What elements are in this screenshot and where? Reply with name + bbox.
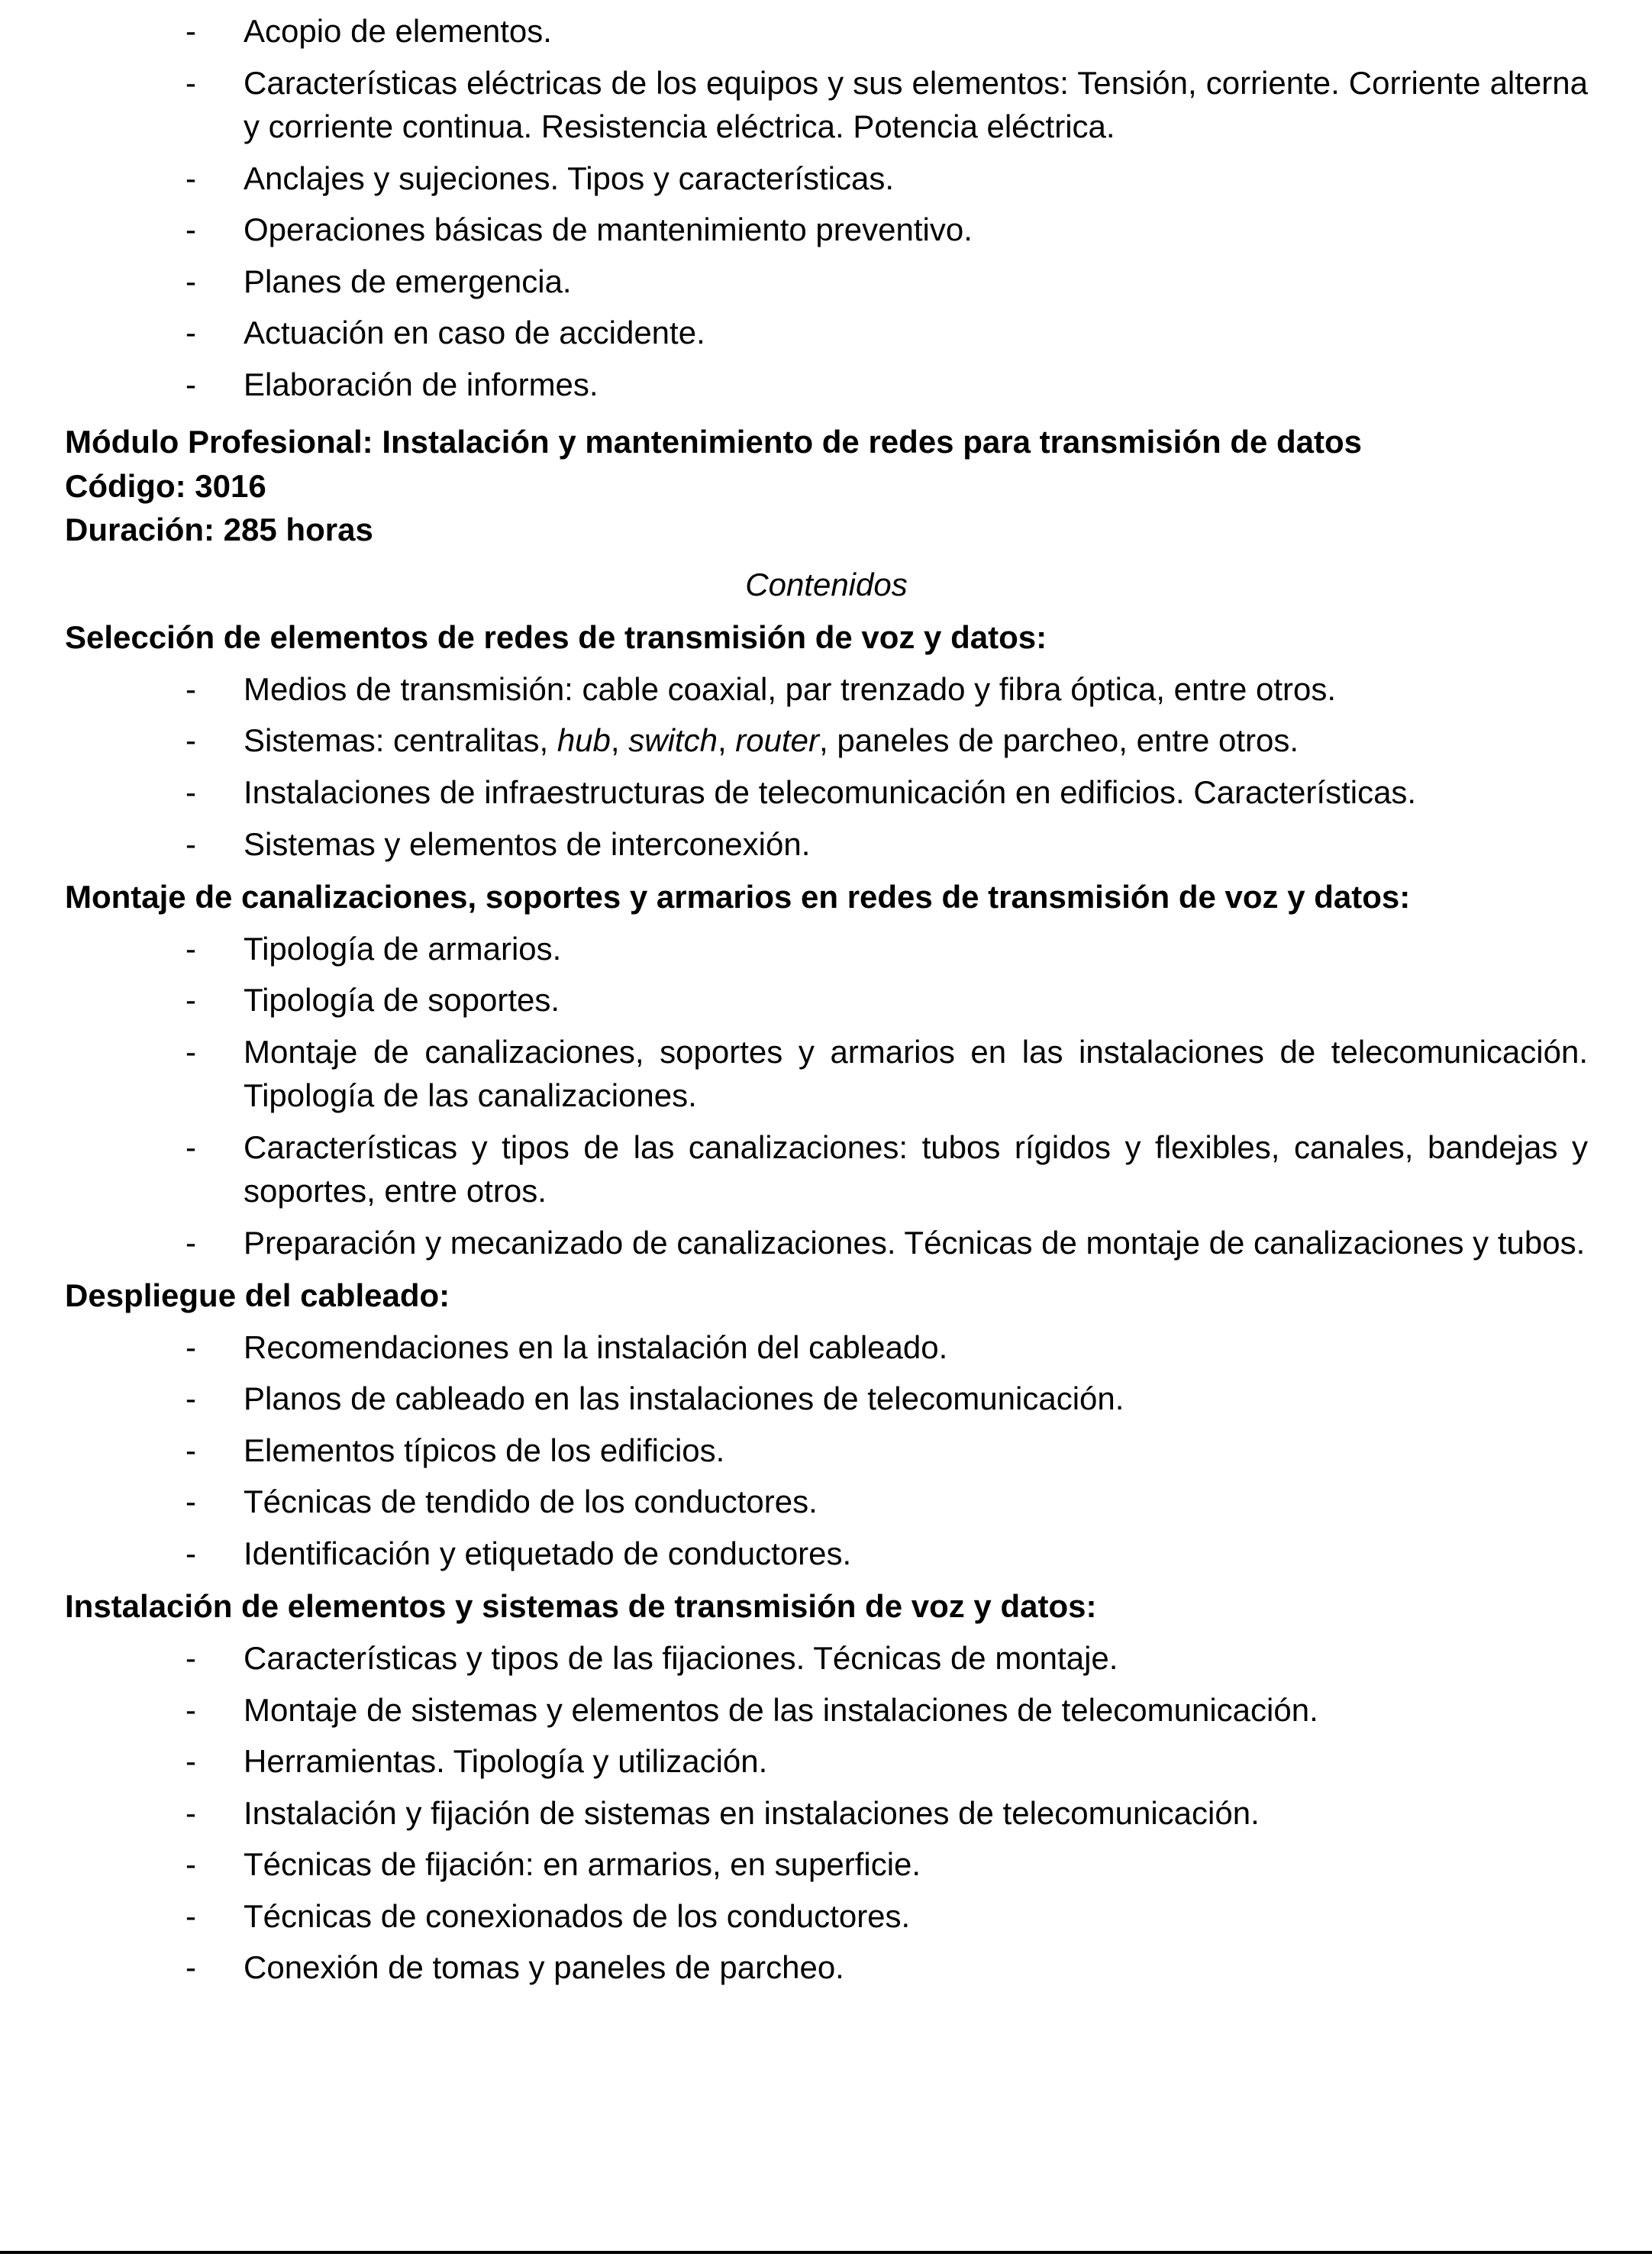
bullet-dash: - [186, 1794, 196, 1831]
list-item-text: Elementos típicos de los edificios. [244, 1432, 725, 1468]
bullet-dash: - [186, 1691, 196, 1728]
bullet-dash: - [186, 1484, 196, 1520]
list-item-text: Planos de cableado en las instalaciones de telecomunicación. [244, 1380, 1124, 1417]
bullet-dash: - [186, 211, 196, 248]
list-item [65, 1480, 1588, 1524]
list-item-text: Tipología de soportes. [244, 982, 560, 1019]
section-heading: Instalación de elementos y sistemas de transmisión de voz y datos: [65, 1588, 1097, 1625]
bullet-dash: - [186, 1329, 196, 1365]
list-item [65, 1791, 1588, 1836]
list-item-text: Técnicas de tendido de los conductores. [244, 1484, 818, 1520]
list-item [65, 311, 1588, 355]
page-bottom-rule [0, 2251, 1652, 2254]
list-item [65, 363, 1588, 407]
list-item-text: Elaboración de informes. [244, 366, 599, 402]
bullet-dash: - [186, 315, 196, 351]
module-code: Código: 3016 [65, 467, 266, 504]
bullet-dash: - [186, 1640, 196, 1676]
list-item-text: Sistemas y elementos de interconexión. [244, 825, 811, 862]
bullet-dash: - [186, 1033, 196, 1070]
list-item [65, 1688, 1588, 1732]
module-header [65, 420, 1588, 552]
list-item [65, 61, 1588, 149]
bullet-dash: - [186, 366, 196, 402]
list-item-text: Técnicas de conexionados de los conductores. [244, 1897, 911, 1934]
list-item-text: Sistemas: centralitas, hub, switch, router, paneles de parcheo, entre otros. [244, 722, 1299, 759]
section-bullet-list [65, 1636, 1588, 1990]
list-item [65, 208, 1588, 252]
list-item [65, 770, 1588, 815]
list-item-text: Medios de transmisión: cable coaxial, par trenzado y fibra óptica, entre otros. [244, 670, 1337, 707]
list-item [65, 1739, 1588, 1784]
bullet-dash: - [186, 1380, 196, 1417]
list-item [65, 978, 1588, 1022]
bullet-dash: - [186, 1897, 196, 1934]
list-item [65, 260, 1588, 304]
italic-term: switch [628, 722, 718, 759]
list-item-text: Técnicas de fijación: en armarios, en superficie. [244, 1846, 921, 1883]
list-item-text: Características y tipos de las fijaciones. Técnicas de montaje. [244, 1640, 1118, 1676]
section-heading: Despliegue del cableado: [65, 1277, 450, 1314]
list-item-text: Instalaciones de infraestructuras de telecomunicación en edificios. Características. [244, 773, 1417, 810]
section-bullet-list [65, 927, 1588, 1265]
bullet-dash: - [186, 722, 196, 759]
list-item-text: Montaje de sistemas y elementos de las instalaciones de telecomunicación. [244, 1691, 1318, 1728]
list-item-text: Herramientas. Tipología y utilización. [244, 1743, 768, 1780]
list-item-text: Características eléctricas de los equipos y sus elementos: Tensión, corriente. Corriente alterna y corriente continua. Resistencia eléctrica. Potencia eléctrica. [244, 64, 1588, 145]
contents-title: Contenidos [745, 566, 908, 602]
list-item [65, 667, 1588, 712]
bullet-dash: - [186, 64, 196, 101]
list-item [65, 1221, 1588, 1265]
list-item [65, 718, 1588, 763]
list-item-text: Conexión de tomas y paneles de parcheo. [244, 1949, 844, 1986]
bullet-dash: - [186, 825, 196, 862]
list-item [65, 1377, 1588, 1421]
bullet-dash: - [186, 160, 196, 196]
intro-bullet-list [65, 9, 1588, 406]
section-heading: Selección de elementos de redes de transmisión de voz y datos: [65, 619, 1047, 656]
bullet-dash: - [186, 1224, 196, 1261]
bullet-dash: - [186, 1535, 196, 1571]
list-item [65, 1429, 1588, 1473]
list-item-text: Operaciones básicas de mantenimiento preventivo. [244, 211, 973, 248]
bullet-dash: - [186, 1432, 196, 1468]
list-item-text: Anclajes y sujeciones. Tipos y características. [244, 160, 895, 196]
bullet-dash: - [186, 1949, 196, 1986]
list-item-text: Recomendaciones en la instalación del cableado. [244, 1329, 948, 1365]
list-item-text: Identificación y etiquetado de conductores. [244, 1535, 852, 1571]
list-item [65, 1325, 1588, 1370]
italic-term: hub [557, 722, 611, 759]
list-item-text: Acopio de elementos. [244, 13, 552, 49]
bullet-dash: - [186, 13, 196, 49]
bullet-dash: - [186, 1743, 196, 1780]
bullet-dash: - [186, 930, 196, 967]
list-item [65, 927, 1588, 971]
list-item [65, 9, 1588, 53]
sections-container [65, 615, 1588, 1989]
list-item-text: Características y tipos de las canalizaciones: tubos rígidos y flexibles, canales, bandejas y soportes, entre otros. [244, 1128, 1588, 1209]
bullet-dash: - [186, 982, 196, 1019]
list-item-text: Tipología de armarios. [244, 930, 562, 967]
list-item [65, 157, 1588, 201]
bullet-dash: - [186, 670, 196, 707]
list-item [65, 1945, 1588, 1990]
list-item-text: Montaje de canalizaciones, soportes y armarios en las instalaciones de telecomunicación. Tipología de las canalizaciones. [244, 1033, 1588, 1114]
list-item-text: Actuación en caso de accidente. [244, 315, 705, 351]
list-item [65, 1842, 1588, 1887]
bullet-dash: - [186, 773, 196, 810]
list-item-text: Planes de emergencia. [244, 263, 572, 299]
section-heading: Montaje de canalizaciones, soportes y armarios en redes de transmisión de voz y datos: [65, 879, 1411, 915]
list-item [65, 1030, 1588, 1118]
bullet-dash: - [186, 1128, 196, 1165]
list-item [65, 1532, 1588, 1576]
list-item [65, 822, 1588, 867]
bullet-dash: - [186, 1846, 196, 1883]
list-item [65, 1894, 1588, 1939]
list-item [65, 1125, 1588, 1213]
bullet-dash: - [186, 263, 196, 299]
list-item-text: Instalación y fijación de sistemas en instalaciones de telecomunicación. [244, 1794, 1260, 1831]
list-item [65, 1636, 1588, 1681]
module-title: Módulo Profesional: Instalación y mantenimiento de redes para transmisión de datos [65, 424, 1363, 460]
list-item-text: Preparación y mecanizado de canalizaciones. Técnicas de montaje de canalizaciones y tubos. [244, 1224, 1586, 1261]
section-bullet-list [65, 1325, 1588, 1576]
italic-term: router [735, 722, 819, 759]
module-duration: Duración: 285 horas [65, 512, 373, 548]
section-bullet-list [65, 667, 1588, 866]
